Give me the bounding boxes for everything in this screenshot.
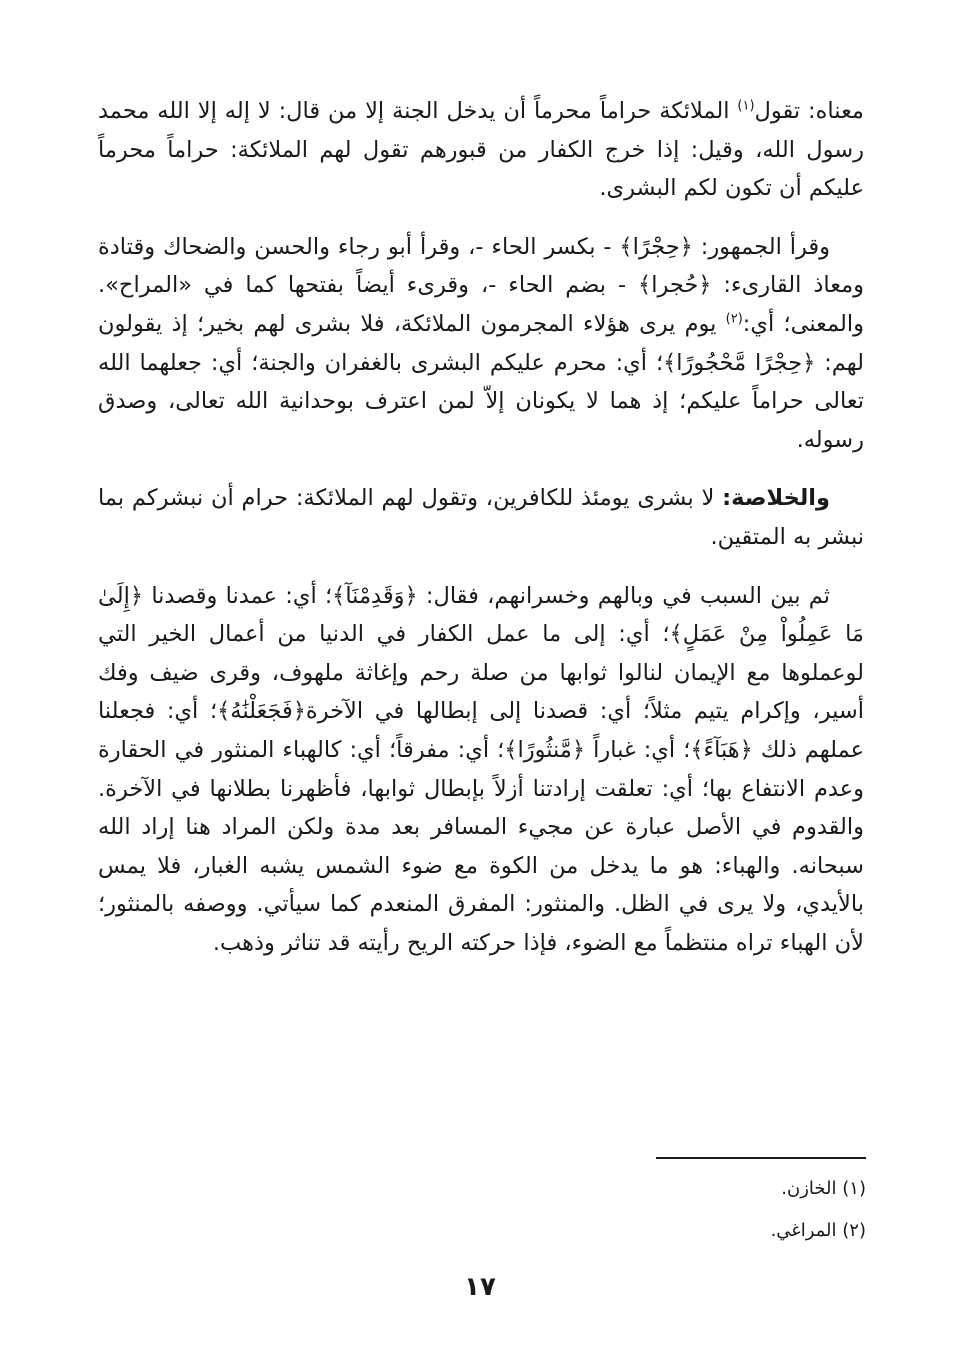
paragraph-4 (98, 577, 864, 963)
footnote-ref-1: (١) (737, 98, 755, 114)
main-text (98, 92, 864, 982)
footnote-1-number: (١) (842, 1178, 866, 1199)
paragraph-1-text-after: الملائكة حراماً محرماً أن يدخل الجنة إلا من قال: لا إله إلا الله محمد رسول الله، وقيل: إذا خرج الكفار من قبورهم تقول لهم الملائكة: حراماً محرماً عليكم أن تكون لكم البشرى. (98, 98, 864, 202)
paragraph-2-text: وقرأ الجمهور: ﴿حِجْرًا﴾ - بكسر الحاء -، وقرأ أبو رجاء والحسن والضحاك وقتادة ومعاذ القارىء: ﴿حُجرا﴾ - بضم الحاء -، وقرىء أيضاً بفتحها كما في «المراح». والمعنى؛ أي: (98, 233, 864, 337)
paragraph-2 (98, 228, 864, 460)
footnotes (480, 1168, 866, 1252)
footnote-ref-2: (٢) (725, 311, 743, 327)
paragraph-1-text: معناه: تقول (754, 98, 864, 124)
footnote-2-text: المراغي. (770, 1220, 837, 1241)
footnote-2-number: (٢) (842, 1220, 866, 1241)
footnote-1 (480, 1168, 866, 1210)
summary-heading: والخلاصة: (722, 485, 830, 512)
footnote-2 (480, 1210, 866, 1252)
page-number: ١٧ (464, 1272, 496, 1302)
footnote-1-text: الخازن. (781, 1178, 837, 1199)
paragraph-1 (98, 92, 864, 208)
footnote-divider (656, 1157, 866, 1159)
paragraph-4-text: ثم بين السبب في وبالهم وخسرانهم، فقال: ﴿وَقَدِمْنَآ﴾؛ أي: عمدنا وقصدنا ﴿إِلَىٰ مَا عَمِلُواْ مِنْ عَمَلٍ﴾؛ أي: إلى ما عمل الكفار في الدنيا من أعمال الخير التي لوعملوها مع الإيمان لنالوا ثوابها من صلة رحم وإغاثة ملهوف، وقرى ضيف وفك أسير، وإكرام يتيم مثلاً؛ أي: قصدنا إلى إبطالها في الآخرة﴿فَجَعَلْنَٰهُ﴾؛ أي: فجعلنا عملهم ذلك ﴿هَبَآءً﴾؛ أي: غباراً ﴿مَّنثُورًا﴾؛ أي: مفرقاً؛ أي: كالهباء المنثور في الحقارة وعدم الانتفاع بها؛ أي: تعلقت إرادتنا أزلاً بإبطال ثوابها، فأظهرنا بطلانها في الآخرة. والقدوم في الأصل عبارة عن مجيء المسافر بعد مدة ولكن المراد هنا إراد الله سبحانه. والهباء: هو ما يدخل من الكوة مع ضوء الشمس يشبه الغبار، فلا يمس بالأيدي، ولا يرى في الظل. والمنثور: المفرق المنعدم كما سيأتي. ووصفه بالمنثور؛ لأن الهباء تراه منتظماً مع الضوء، فإذا حركته الريح رأيته قد تناثر وذهب. (98, 582, 864, 956)
paragraph-3 (98, 479, 864, 556)
paragraph-3-text: لا بشرى يومئذ للكافرين، وتقول لهم الملائكة: حرام أن نبشركم بما نبشر به المتقين. (98, 485, 864, 550)
paragraph-2-text-after: يوم يرى هؤلاء المجرمون الملائكة، فلا بشرى لهم بخير؛ إذ يقولون لهم: ﴿حِجْرًا مَّحْجُورًا﴾؛ أي: محرم عليكم البشرى بالغفران والجنة؛ أي: جعلهما الله تعالى حراماً عليكم؛ إذ هما لا يكونان إلاّ لمن اعترف بوحدانية الله تعالى، وصدق رسوله. (98, 310, 864, 453)
